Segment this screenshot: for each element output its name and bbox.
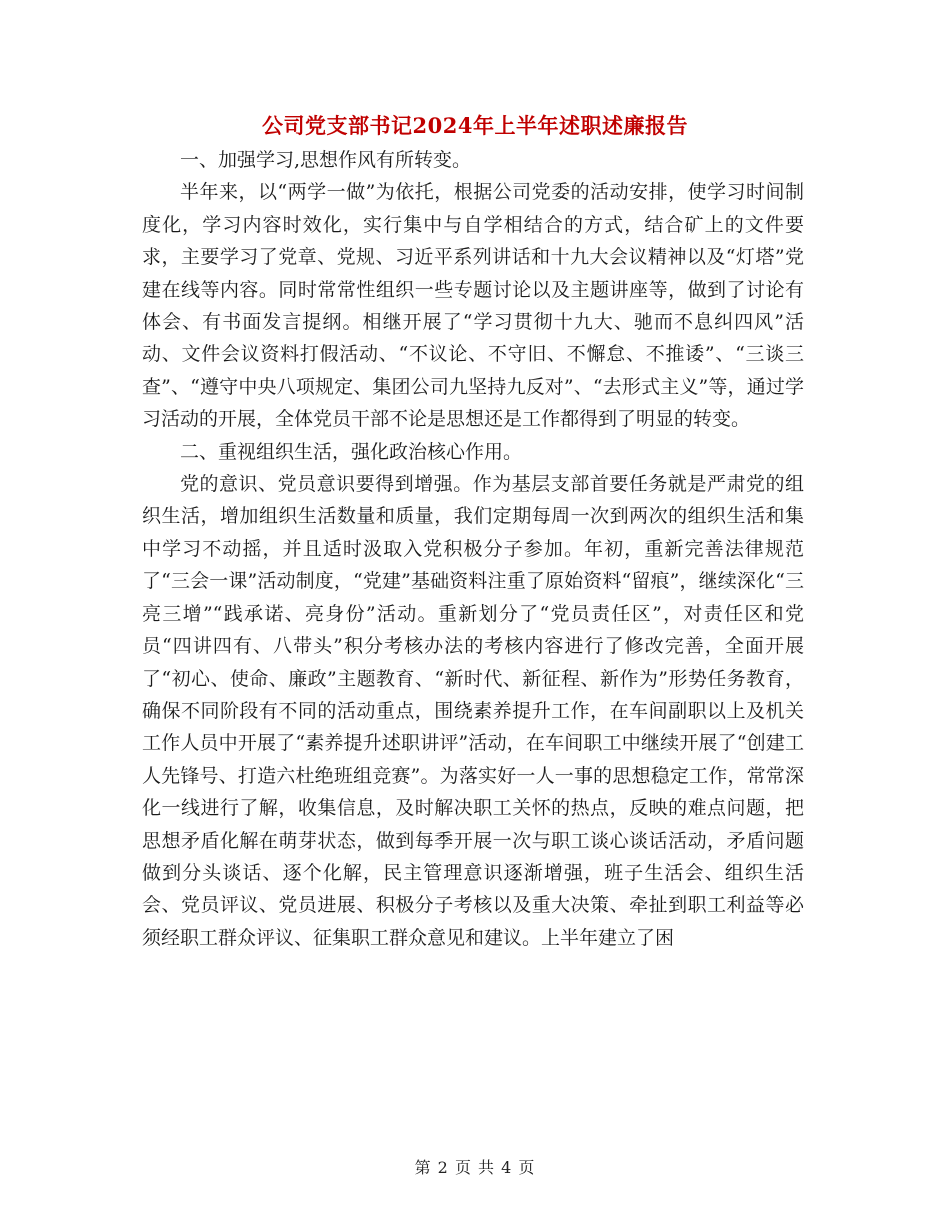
section-heading-1: 一、加强学习,思想作风有所转变。 xyxy=(180,149,472,171)
document-body xyxy=(142,144,804,954)
section-paragraph-1: 半年来，以“两学一做”为依托，根据公司党委的活动安排，使学习时间制度化，学习内容时效化，实行集中与自学相结合的方式，结合矿上的文件要求，主要学习了党章、党规、习近平系列讲话和十九大会议精神以及“灯塔”党建在线等内容。同时常常性组织一些专题讨论以及主题讲座等，做到了讨论有体会、有书面发言提纲。相继开展了“学习贯彻十九大、驰而不息纠四风”活动、文件会议资料打假活动、“不议论、不守旧、不懈怠、不推诿”、“三谈三查”、“遵守中央八项规定、集团公司九坚持九反对”、“去形式主义”等，通过学习活动的开展，全体党员干部不论是思想还是工作都得到了明显的转变。 xyxy=(142,181,804,431)
page-footer: 第 2 页 共 4 页 xyxy=(414,1158,536,1177)
document-title: 公司党支部书记2024年上半年述职述廉报告 xyxy=(262,113,688,138)
section-heading-2: 二、重视组织生活，强化政治核心作用。 xyxy=(180,440,523,463)
section-paragraph-2: 党的意识、党员意识要得到增强。作为基层支部首要任务就是严肃党的组织生活，增加组织生活数量和质量，我们定期每周一次到两次的组织生活和集中学习不动摇，并且适时汲取入党积极分子参加。年初，重新完善法律规范了“三会一课”活动制度，“党建”基础资料注重了原始资料“留痕”，继续深化“三亮三增”“践承诺、亮身份”活动。重新划分了“党员责任区”，对责任区和党员“四讲四有、八带头”积分考核办法的考核内容进行了修改完善，全面开展了“初心、使命、廉政”主题教育、“新时代、新征程、新作为”形势任务教育，确保不同阶段有不同的活动重点，围绕素养提升工作，在车间副职以上及机关工作人员中开展了“素养提升述职讲评”活动，在车间职工中继续开展了“创建工人先锋号、打造六杜绝班组竞赛”。为落实好一人一事的思想稳定工作，常常深化一线进行了解，收集信息，及时解决职工关怀的热点，反映的难点问题，把思想矛盾化解在萌芽状态，做到每季开展一次与职工谈心谈话活动，矛盾问题做到分头谈话、逐个化解，民主管理意识逐渐增强，班子生活会、组织生活会、党员评议、党员进展、积极分子考核以及重大决策、牵扯到职工利益等必须经职工群众评议、征集职工群众意见和建议。上半年建立了困 xyxy=(142,473,804,949)
